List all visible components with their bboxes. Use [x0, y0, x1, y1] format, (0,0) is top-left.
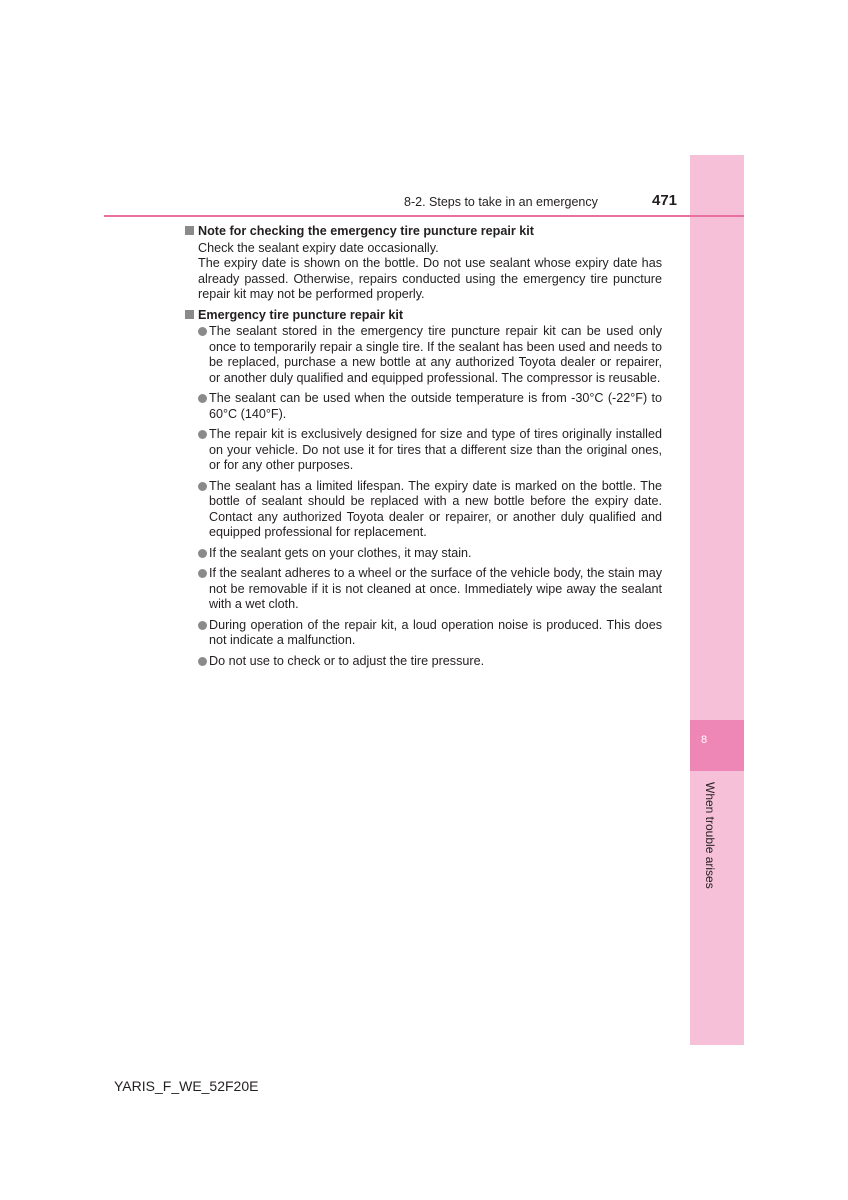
square-bullet-icon [185, 310, 194, 319]
circle-bullet-icon [198, 430, 207, 439]
list-item: The sealant stored in the emergency tire puncture repair kit can be used only once to temporarily repair a single tire. If the sealant has been used and needs to be replaced, purchase a new bottle at any authorized Toyota dealer or repairer, or another duly qualified and equipped professional. The compressor is reusable. [198, 324, 662, 386]
header-rule [104, 215, 744, 217]
list-item: The repair kit is exclusively designed for size and type of tires originally installed on your vehicle. Do not use it for tires that a different size than the original ones, or for any other purposes. [198, 427, 662, 474]
paragraph: The expiry date is shown on the bottle. Do not use sealant whose expiry date has already passed. Otherwise, repairs conducted using the emergency tire puncture repair kit may not be performed properly. [198, 256, 662, 301]
page-number: 471 [652, 192, 678, 209]
list-item: The sealant can be used when the outside temperature is from -30°C (-22°F) to 60°C (140°F). [198, 391, 662, 422]
section-sealant-expiry [185, 224, 662, 303]
section-title: 8-2. Steps to take in an emergency [404, 195, 598, 209]
chapter-title: When trouble arises [703, 782, 717, 889]
document-code: YARIS_F_WE_52F20E [114, 1078, 259, 1094]
section-heading: Note for checking the emergency tire puncture repair kit [185, 224, 662, 240]
circle-bullet-icon [198, 569, 207, 578]
list-item: If the sealant gets on your clothes, it may stain. [198, 546, 662, 562]
circle-bullet-icon [198, 549, 207, 558]
circle-bullet-icon [198, 482, 207, 491]
chapter-side-tab [690, 155, 744, 1045]
circle-bullet-icon [198, 394, 207, 403]
circle-bullet-icon [198, 657, 207, 666]
square-bullet-icon [185, 226, 194, 235]
section-heading: Emergency tire puncture repair kit [185, 308, 662, 324]
list-item: Do not use to check or to adjust the tire pressure. [198, 654, 662, 670]
list-item: The sealant has a limited lifespan. The expiry date is marked on the bottle. The bottle of sealant should be replaced with a new bottle before the expiry date. Contact any authorized Toyota dealer or repairer, or another duly qualified and equipped professional for replacement. [198, 479, 662, 541]
bullet-list [198, 324, 662, 669]
circle-bullet-icon [198, 621, 207, 630]
chapter-number-tab [690, 720, 744, 771]
section-repair-kit [185, 308, 662, 670]
circle-bullet-icon [198, 327, 207, 336]
chapter-number: 8 [701, 734, 708, 746]
page-content [185, 224, 662, 674]
paragraph: Check the sealant expiry date occasionally. [198, 240, 439, 255]
list-item: During operation of the repair kit, a loud operation noise is produced. This does not indicate a malfunction. [198, 618, 662, 649]
list-item: If the sealant adheres to a wheel or the surface of the vehicle body, the stain may not be removable if it is not cleaned at once. Immediately wipe away the sealant with a wet cloth. [198, 566, 662, 613]
